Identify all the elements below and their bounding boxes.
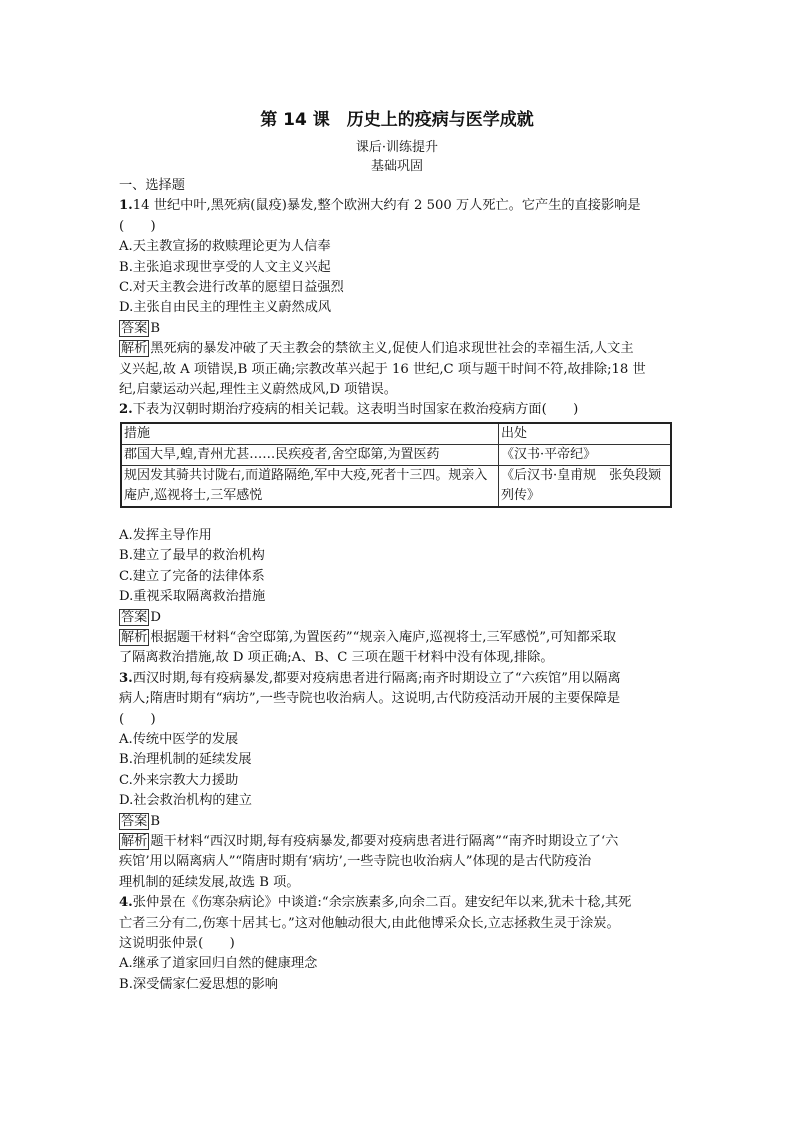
table-header-row [121,423,671,445]
answer-tag: 答案 [121,813,148,829]
q1-option-a: A.天主教宣扬的救赎理论更为人信奉 [119,239,331,255]
q1-answer: 答案 B [121,320,161,336]
table-cell: 规因发其骑共讨陇右,而道路隔绝,军中大疫,死者十三四。规亲入庵庐,巡视将士,三军感悦 [121,465,499,507]
q3-option-b: B.治理机制的延续发展 [119,752,252,768]
q2-option-b: B.建立了最早的救治机构 [119,548,265,564]
q3-stem-line: 3.西汉时期,每有疫病暴发,都要对疫病患者进行隔离;南齐时期设立了“六疾馆”用以隔离 [119,670,621,686]
table-header-source: 出处 [499,423,672,445]
q3-option-c: C.外来宗教大力援助 [119,772,239,788]
q1-stem-line: ( ) [119,218,156,234]
q3-stem-line: 病人;隋唐时期有“病坊”,一些寺院也收治病人。这说明,古代防疫活动开展的主要保障是 [119,691,621,707]
q1-analysis-line: 纪,启蒙运动兴起,理性主义蔚然成风,D 项错误。 [119,382,397,398]
q4-option-b: B.深受儒家仁爱思想的影响 [119,976,278,992]
table-row [121,444,671,465]
q2-stem: 2.下表为汉朝时期治疗疫病的相关记载。这表明当时国家在救治疫病方面( ) [119,402,579,418]
table-header-measure: 措施 [121,423,499,445]
question-2 [119,400,675,668]
table-cell: 郡国大旱,蝗,青州尤甚……民疾疫者,舍空邸第,为置医药 [121,444,499,465]
q4-stem-line: 4.张仲景在《伤寒杂病论》中谈道:“余宗族素多,向余二百。建安纪年以来,犹未十稔,其死 [119,895,632,911]
q4-option-a: A.继承了道家回归自然的健康理念 [119,956,318,972]
q3-analysis-line: 疾馆’用以隔离病人”“隋唐时期有‘病坊’,一些寺院也收治病人”体现的是古代防疫治 [119,854,592,870]
subtitle-basic: 基础巩固 [370,159,423,174]
question-3 [119,669,675,893]
table-cell: 《汉书·平帝纪》 [499,444,672,465]
q3-number: 3. [119,670,133,686]
q1-number: 1. [119,198,133,214]
q4-number: 4. [119,895,133,911]
answer-tag: 答案 [121,320,148,336]
analysis-tag: 解析 [121,629,148,645]
q1-option-c: C.对天主教会进行改革的愿望日益强烈 [119,280,344,296]
q3-option-d: D.社会救治机构的建立 [119,793,252,809]
q2-option-d: D.重视采取隔离救治措施 [119,589,266,605]
table-row [121,465,671,507]
subtitle-after-class: 课后·训练提升 [355,140,439,155]
document-page [119,100,675,995]
q3-option-a: A.传统中医学的发展 [119,731,239,747]
q2-number: 2. [119,402,133,418]
q1-stem-line: 1.14 世纪中叶,黑死病(鼠疫)暴发,整个欧洲大约有 2 500 万人死亡。它产生的直接影响是 [119,198,641,214]
question-4 [119,893,675,995]
question-1 [119,196,675,400]
q2-option-a: A.发挥主导作用 [119,527,212,543]
q1-analysis-line: 义兴起,故 A 项错误,B 项正确;宗教改革兴起于 16 世纪,C 项与题干时间不符,故排除;18 世 [119,361,646,377]
section-heading: 一、选择题 [119,178,185,193]
q1-option-d: D.主张自由民主的理性主义蔚然成风 [119,300,332,316]
q3-analysis-line: 理机制的延续发展,故选 B 项。 [119,874,300,890]
q2-option-c: C.建立了完备的法律体系 [119,568,265,584]
records-table [120,422,672,508]
q1-analysis: 解析 黑死病的暴发冲破了天主教会的禁欲主义,促使人们追求现世社会的幸福生活,人文主 [121,341,634,357]
q2-analysis-line: 了隔离救治措施,故 D 项正确;A、B、C 三项在题干材料中没有体现,排除。 [119,650,554,666]
q2-answer: 答案 D [121,609,161,625]
q3-answer: 答案 B [121,813,161,829]
q4-stem-line: 这说明张仲景( ) [119,936,235,951]
q1-option-b: B.主张追求现世享受的人文主义兴起 [119,259,331,275]
q3-stem-line: ( ) [119,711,156,727]
analysis-tag: 解析 [121,341,148,357]
table-cell: 《后汉书·皇甫规 张奂段颎列传》 [499,465,672,507]
q2-analysis: 解析 根据题干材料“舍空邸第,为置医药”“规亲入庵庐,巡视将士,三军感悦”,可知都采取 [121,629,617,645]
q4-stem-line: 亡者三分有二,伤寒十居其七。”这对他触动很大,由此他博采众长,立志拯救生灵于涂炭。 [119,915,620,931]
lesson-title: 第 14 课 历史上的疫病与医学成就 [260,110,534,130]
q3-analysis: 解析 题干材料“西汉时期,每有疫病暴发,都要对疫病患者进行隔离”“南齐时期设立了‘六 [121,833,619,849]
answer-tag: 答案 [121,609,148,625]
analysis-tag: 解析 [121,833,148,849]
